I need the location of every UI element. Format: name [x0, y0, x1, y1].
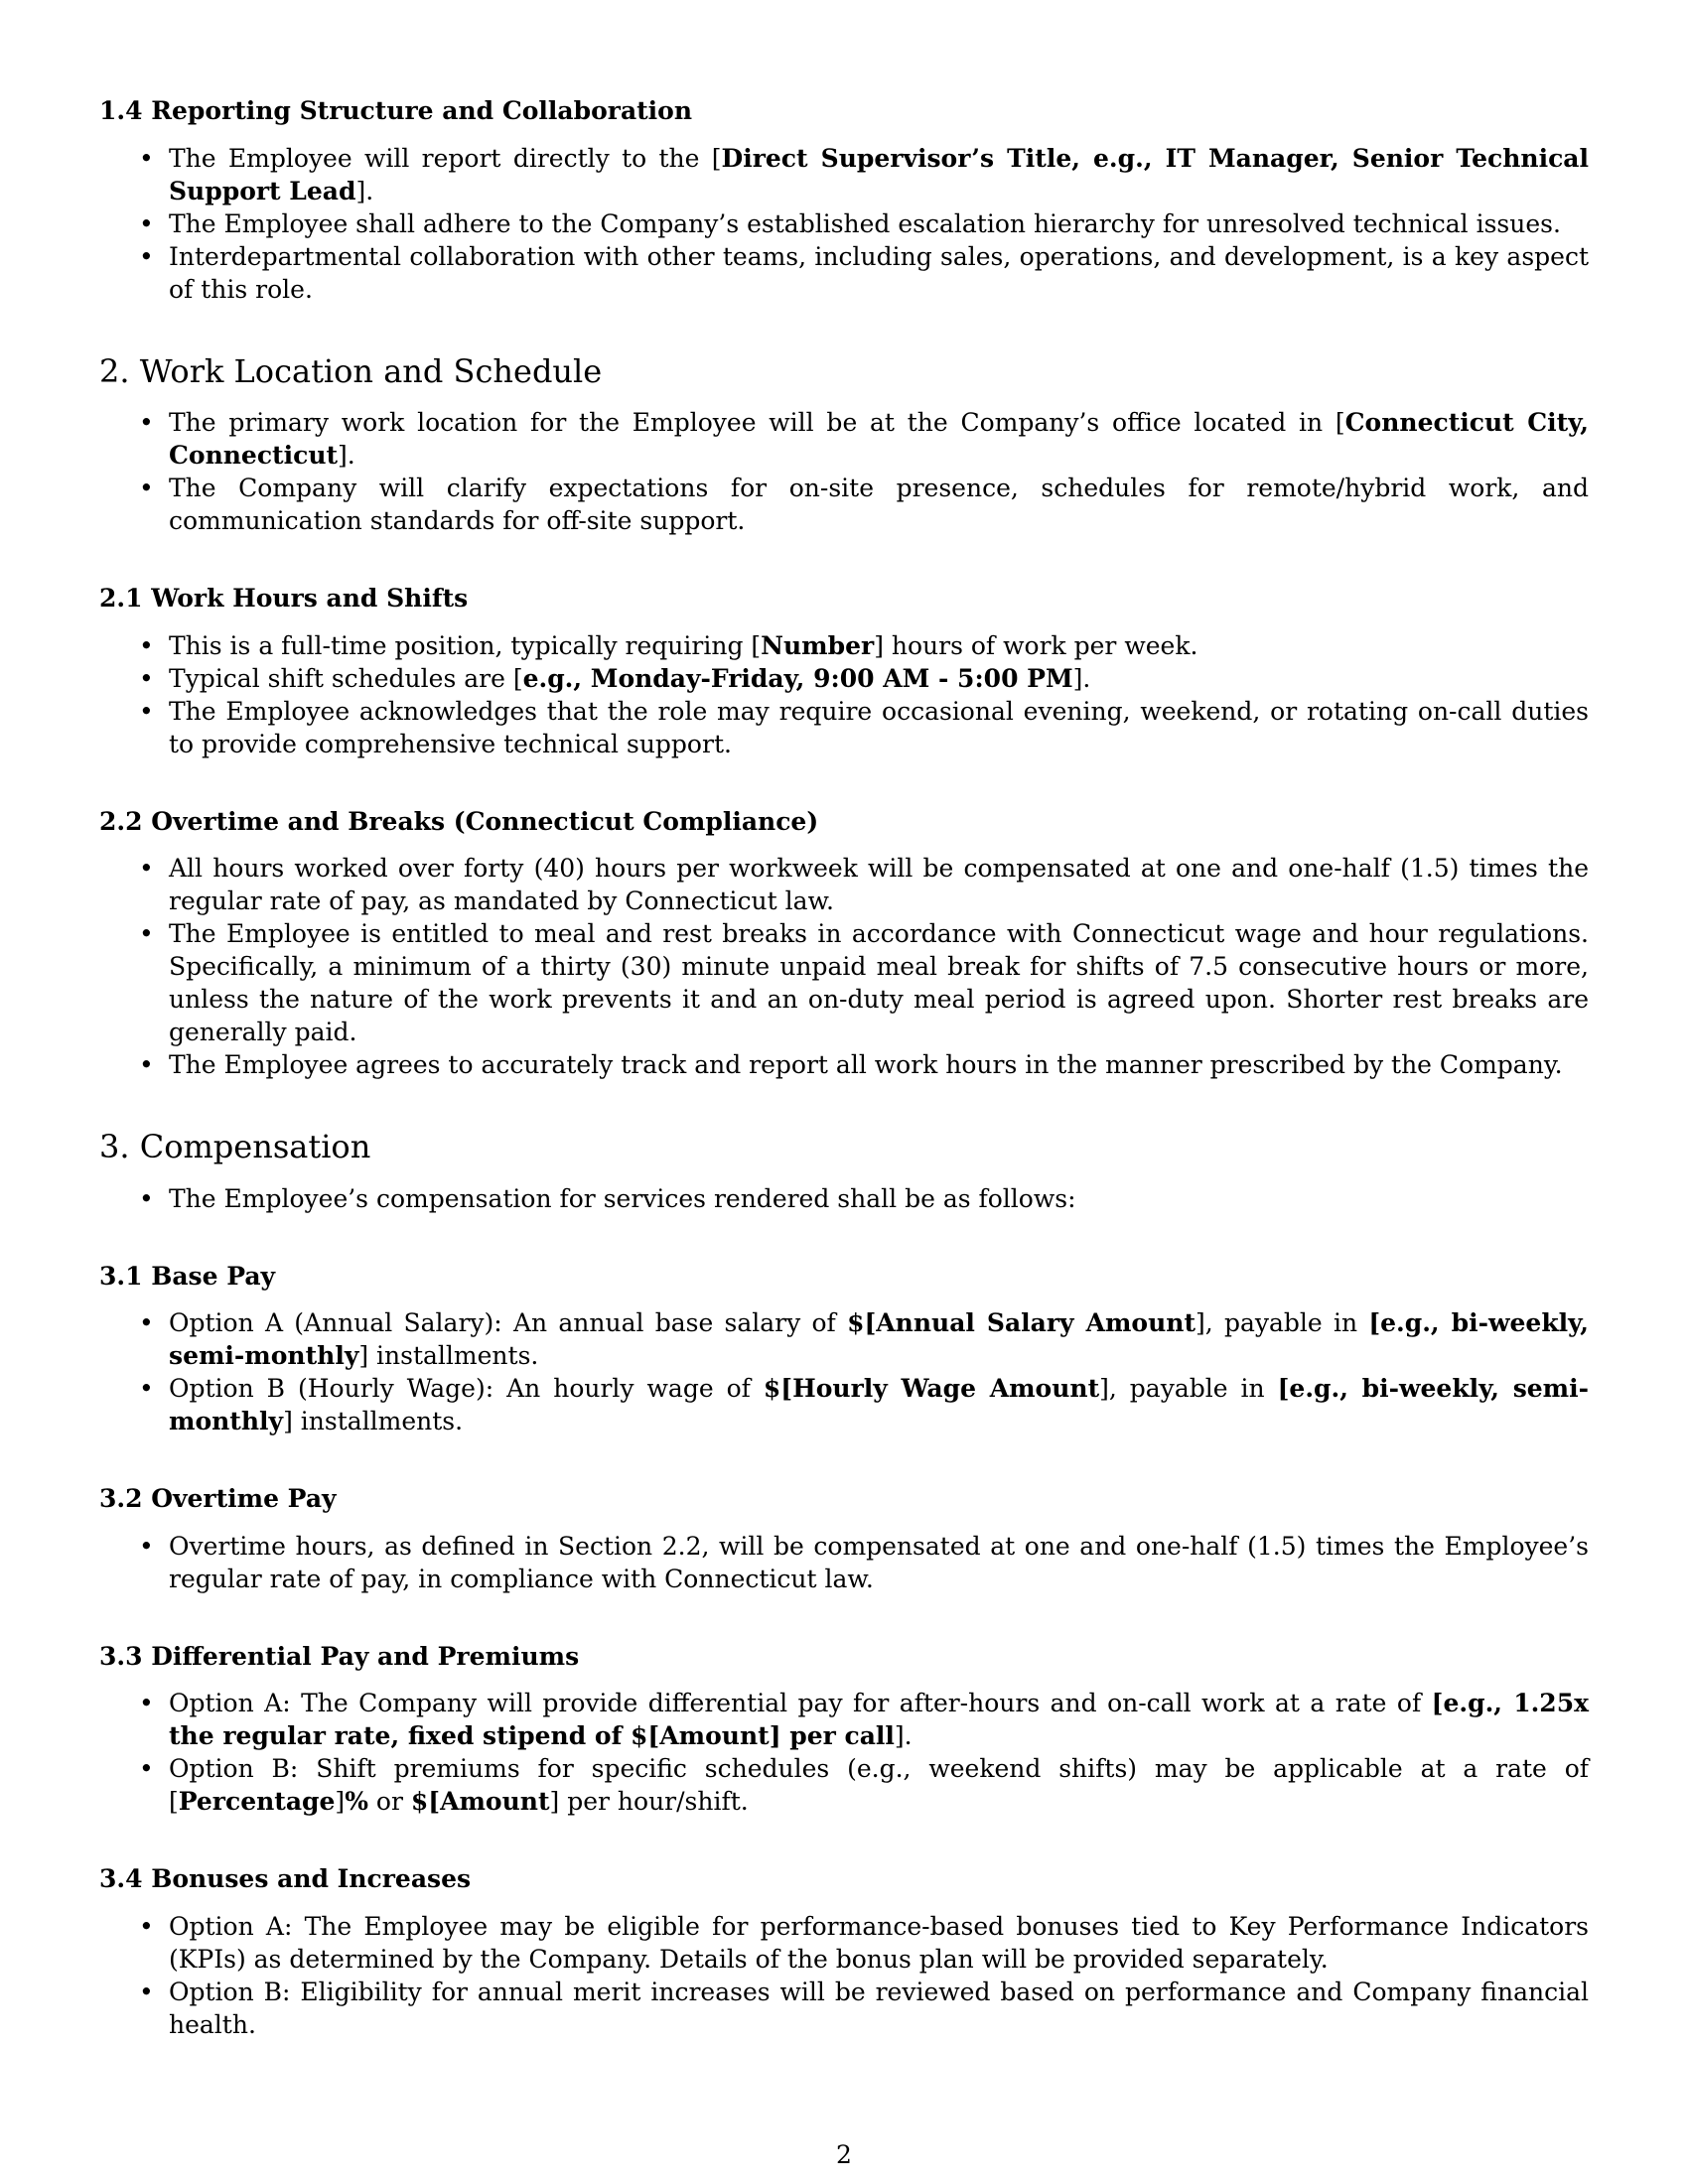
section-3-2-heading: 3.2 Overtime Pay: [99, 1484, 337, 1514]
list-item: • Overtime hours, as defined in Section 2.2, will be compensated at one and one-half (1.5) times the Employee’s regular rate of pay, in compliance with Connecticut law.: [99, 1530, 1589, 1595]
list-item: • The Company will clarify expectations for on-site presence, schedules for remote/hybrid work, and communication standards for off-site support.: [99, 472, 1589, 537]
section-3-heading: 3. Compensation: [99, 1128, 371, 1166]
list-item: • The primary work location for the Employee will be at the Company’s office located in [Connecticut City, Connecticut].: [99, 406, 1589, 472]
list-item: • The Employee will report directly to the [Direct Supervisor’s Title, e.g., IT Manager, Senior Technical Support Lead].: [99, 142, 1589, 207]
section-2-list: [99, 406, 1589, 537]
list-item: • This is a full-time position, typically requiring [Number] hours of work per week.: [99, 629, 1589, 662]
list-item: • Option A: The Company will provide differential pay for after-hours and on-call work at a rate of [e.g., 1.25x the regular rate, fixed stipend of $[Amount] per call].: [99, 1687, 1589, 1752]
list-item: • Typical shift schedules are [e.g., Monday-Friday, 9:00 AM - 5:00 PM].: [99, 662, 1589, 695]
page-number: 2: [836, 2140, 852, 2169]
section-3-2-list: [99, 1530, 1589, 1595]
section-3-4-heading: 3.4 Bonuses and Increases: [99, 1864, 472, 1894]
section-3-3-heading: 3.3 Differential Pay and Premiums: [99, 1641, 580, 1671]
list-item: • The Employee shall adhere to the Company’s established escalation hierarchy for unresolved technical issues.: [99, 207, 1589, 240]
list-item: • The Employee acknowledges that the role may require occasional evening, weekend, or rotating on-call duties to provide comprehensive technical support.: [99, 695, 1589, 760]
section-3-4-list: [99, 1910, 1589, 2041]
list-item: • Option B: Shift premiums for specific schedules (e.g., weekend shifts) may be applicable at a rate of [Percentage]% or $[Amount] per hour/shift.: [99, 1752, 1589, 1818]
section-1-4-list: [99, 142, 1589, 306]
list-item: • The Employee is entitled to meal and rest breaks in accordance with Connecticut wage and hour regulations. Specifically, a minimum of a thirty (30) minute unpaid meal break for shifts of 7.5 consecutive hours or more, unless the nature of the work prevents it and an on-duty meal period is agreed upon. Shorter rest breaks are generally paid.: [99, 917, 1589, 1048]
list-item: • The Employee’s compensation for services rendered shall be as follows:: [99, 1182, 1589, 1215]
list-item: • Interdepartmental collaboration with other teams, including sales, operations, and development, is a key aspect of this role.: [99, 240, 1589, 306]
section-2-heading: 2. Work Location and Schedule: [99, 351, 603, 390]
list-item: • Option A (Annual Salary): An annual base salary of $[Annual Salary Amount], payable in [e.g., bi-weekly, semi-monthly] installments.: [99, 1306, 1589, 1372]
section-3-1-heading: 3.1 Base Pay: [99, 1261, 276, 1291]
list-item: • Option B: Eligibility for annual merit increases will be reviewed based on performance and Company financial health.: [99, 1976, 1589, 2041]
section-3-3-list: [99, 1687, 1589, 1818]
list-item: • All hours worked over forty (40) hours per workweek will be compensated at one and one-half (1.5) times the regular rate of pay, as mandated by Connecticut law.: [99, 852, 1589, 917]
section-3-1-list: [99, 1306, 1589, 1437]
section-2-1-heading: 2.1 Work Hours and Shifts: [99, 584, 469, 614]
list-item: • Option B (Hourly Wage): An hourly wage of $[Hourly Wage Amount], payable in [e.g., bi-weekly, semi-monthly] installments.: [99, 1372, 1589, 1437]
section-2-1-list: [99, 629, 1589, 760]
section-1-4-heading: 1.4 Reporting Structure and Collaboration: [99, 96, 693, 125]
section-2-2-heading: 2.2 Overtime and Breaks (Connecticut Compliance): [99, 806, 819, 836]
section-3-list: [99, 1182, 1589, 1215]
list-item: • Option A: The Employee may be eligible for performance-based bonuses tied to Key Performance Indicators (KPIs) as determined by the Company. Details of the bonus plan will be provided separately.: [99, 1910, 1589, 1976]
list-item: • The Employee agrees to accurately track and report all work hours in the manner prescribed by the Company.: [99, 1048, 1589, 1081]
document-page: [99, 95, 1589, 2087]
section-2-2-list: [99, 852, 1589, 1081]
